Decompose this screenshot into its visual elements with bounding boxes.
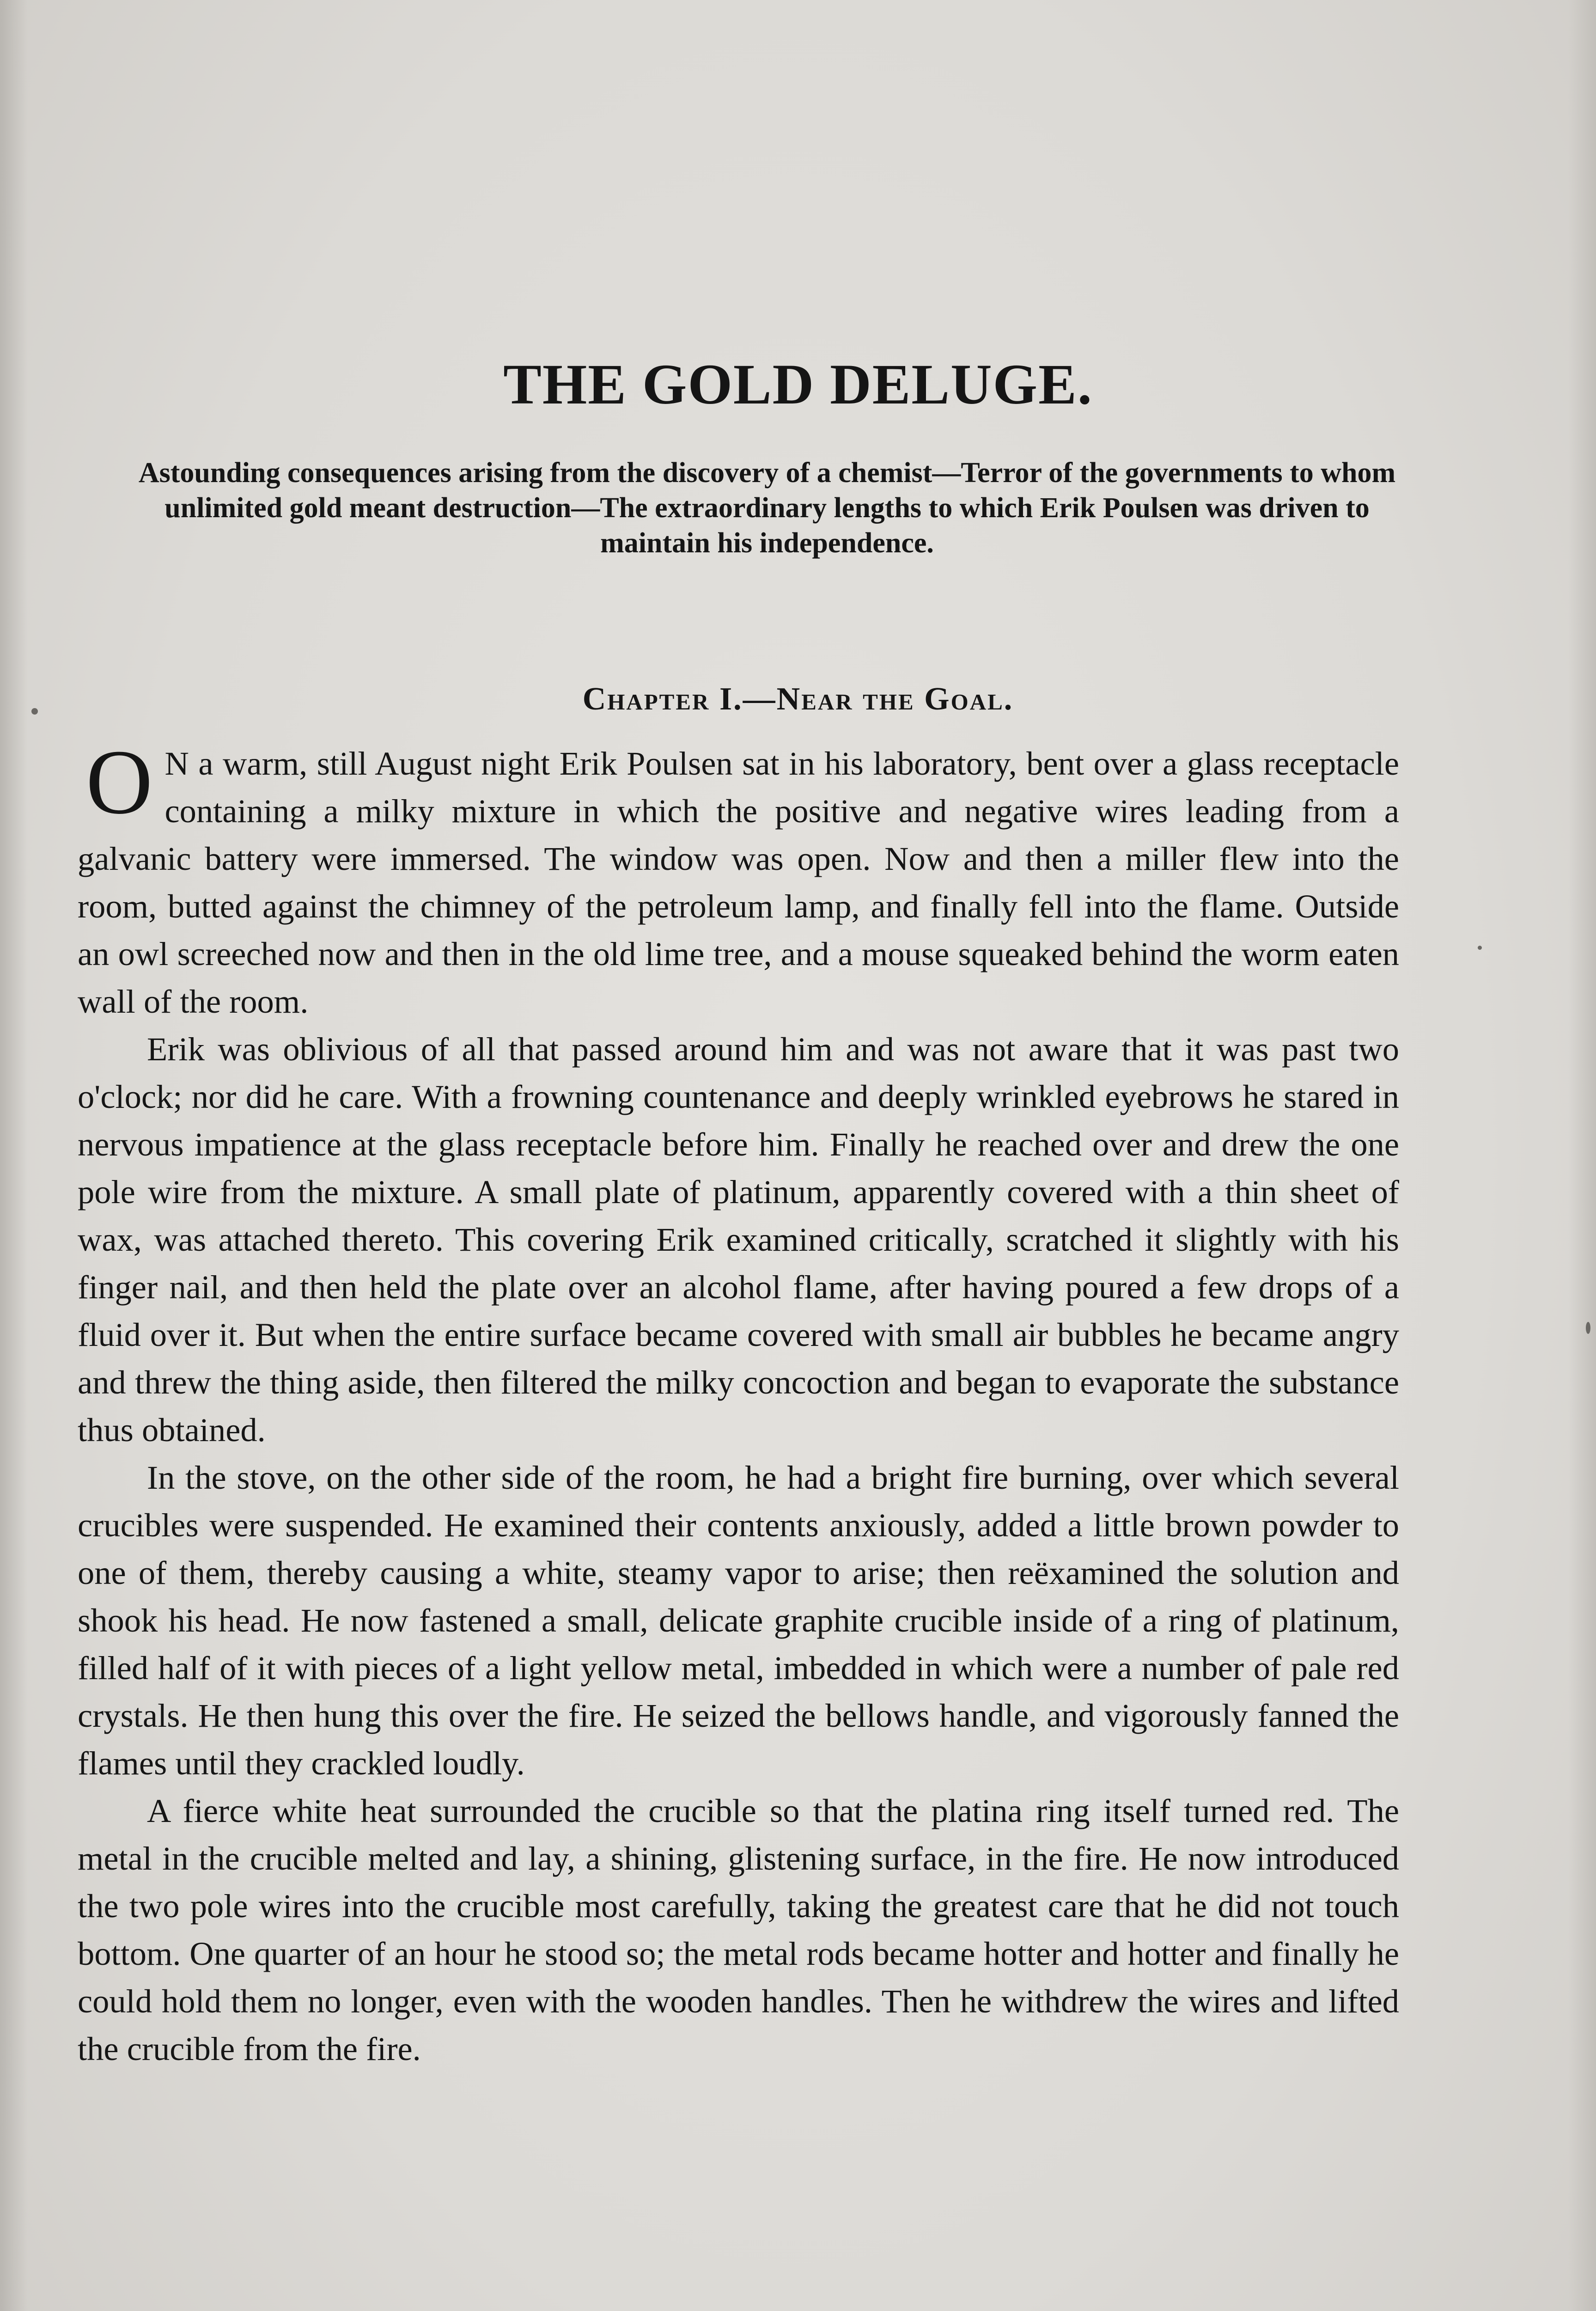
- chapter-heading: [0, 683, 1596, 715]
- article-body: [78, 731, 1399, 2073]
- page-edge-shadow-right: [1568, 0, 1596, 2311]
- print-speck: [1478, 946, 1482, 950]
- paragraph-4: A fierce white heat surrounded the crucible so that the platina ring itself turned red. The metal in the crucible melted and lay, a shining, glistening surface, in the fire. He now introduced the two pole wires into the crucible most carefully, taking the greatest care that he did not touch bottom. One quarter of an hour he stood so; the metal rods became hotter and hotter and finally he could hold them no longer, even with the wooden handles. Then he withdrew the wires and lifted the crucible from the fire.: [78, 1792, 1399, 2067]
- paragraph-1-text: N a warm, still August night Erik Poulsen sat in his laboratory, bent over a glass receptacle containing a milky mixture in which the positive and negative wires leading from a galvanic battery were immersed. The window was open. Now and then a miller flew into the room, butted against the chimney of the petroleum lamp, and finally fell into the flame. Outside an owl screeched now and then in the old lime tree, and a mouse squeaked behind the worm eaten wall of the room.: [78, 745, 1399, 1020]
- article-subtitle: Astounding consequences arising from the discovery of a chemist—Terror of the governments to whom unlimited gold meant destruction—The extraordinary lengths to which Erik Poulsen was driven to maintain his independence.: [138, 457, 1396, 559]
- drop-cap: O: [86, 731, 153, 833]
- paragraph-2: Erik was oblivious of all that passed around him and was not aware that it was past two o'clock; nor did he care. With a frowning countenance and deeply wrinkled eyebrows he stared in nervous impatience at the glass receptacle before him. Finally he reached over and drew the one pole wire from the mixture. A small plate of platinum, apparently covered with a thin sheet of wax, was attached thereto. This covering Erik examined critically, scratched it slightly with his finger nail, and then held the plate over an alcohol flame, after having poured a few drops of a fluid over it. But when the entire surface became covered with small air bubbles he became angry and threw the thing aside, then filtered the milky concoction and began to evaporate the substance thus obtained.: [78, 1030, 1399, 1449]
- print-speck: [31, 708, 38, 715]
- paragraph-1: [78, 731, 1399, 1025]
- chapter-heading-text: Chapter I.—Near the Goal.: [582, 681, 1014, 717]
- paragraph-3: In the stove, on the other side of the room, he had a bright fire burning, over which several crucibles were suspended. He examined their contents anxiously, added a little brown powder to one of them, thereby causing a white, steamy vapor to arise; then reëxamined the solution and shook his head. He now fastened a small, delicate graphite crucible inside of a ring of platinum, filled half of it with pieces of a light yellow metal, imbedded in which were a number of pale red crystals. He then hung this over the fire. He seized the bellows handle, and vigorously fanned the flames until they crackled loudly.: [78, 1459, 1399, 1782]
- article-title: THE GOLD DELUGE.: [503, 353, 1093, 416]
- print-speck: [1586, 1322, 1590, 1334]
- page-edge-shadow-left: [0, 0, 28, 2311]
